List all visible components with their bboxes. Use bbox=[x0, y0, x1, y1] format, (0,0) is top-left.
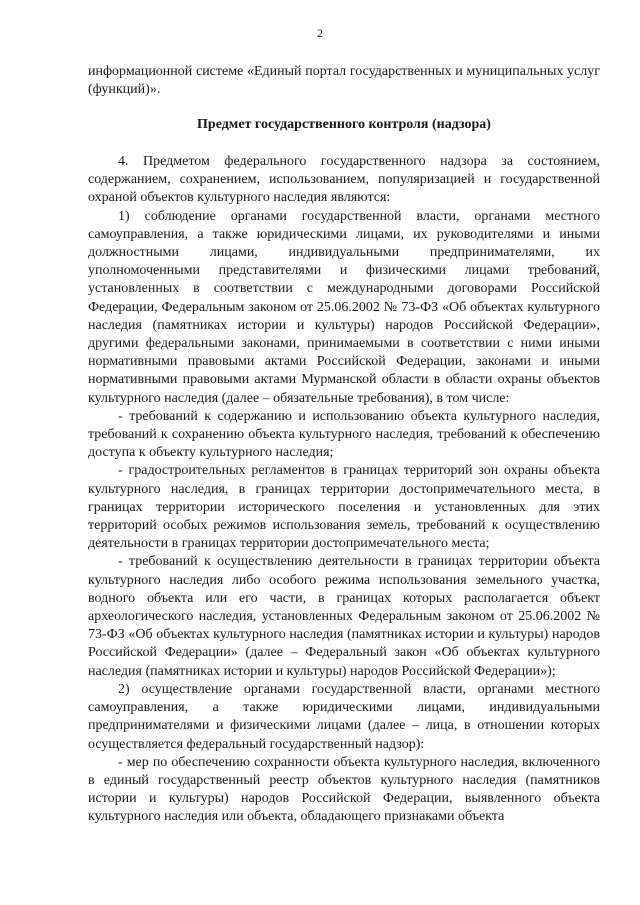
paragraph-item-1: 1) соблюдение органами государственной власти, органами местного самоуправления, а также юридическими лицами, их руководителями и иными должностными лицами, индивидуальными предпринимателями, их уполномоченными представителями и физическими лицами требований, установленных в соответствии с международными договорами Российской Федерации, Федеральным законом от 25.06.2002 № 73-ФЗ «Об объектах культурного наследия (памятниках истории и культуры) народов Российской Федерации», другими федеральными законами, принимаемыми в соответствии с ними иными нормативными правовыми актами Российской Федерации, законами и иными нормативными правовыми актами Мурманской области в области охраны объектов культурного наследия (далее – обязательные требования), в том числе: bbox=[88, 208, 600, 406]
paragraph-item-2: 2) осуществление органами государственной власти, органами местного самоуправления, а также юридическими лицами, индивидуальными предпринимателями и физическими лицами (далее – лица, в отношении которых осуществляется федеральный государственный надзор): bbox=[88, 681, 600, 752]
intro-text: информационной системе «Единый портал государственных и муниципальных услуг (функций)». bbox=[88, 64, 600, 98]
paragraph-subject: 4. Предметом федерального государственного надзора за состоянием, содержанием, сохранением, использованием, популяризацией и государственной охраной объектов культурного наследия являются: bbox=[88, 154, 600, 206]
paragraph-bullet-activity-requirements: - требований к осуществлению деятельности в границах территории объекта культурного наследия либо особого режима использования земельного участка, водного объекта или его части, в границах которых располагается объект археологического наследия, установленных Федеральным законом от 25.06.2002 № 73-ФЗ «Об объектах культурного наследия (памятниках истории и культуры) народов Российской Федерации» (далее – Федеральный закон «Об объектах культурного наследия (памятниках истории и культуры) народов Российской Федерации»); bbox=[88, 554, 600, 679]
page-number: 2 bbox=[317, 26, 323, 40]
section-heading: Предмет государственного контроля (надзора) bbox=[197, 117, 491, 132]
document-body bbox=[88, 153, 600, 827]
paragraph-bullet-urban-regulations: - градостроительных регламентов в границах территорий зон охраны объекта культурного наследия, в границах территории достопримечательного места, в границах территории исторического поселения и установленных для этих территорий особых режимов использования земель, требований к осуществлению деятельности в границах территории достопримечательного места; bbox=[88, 463, 600, 552]
paragraph-bullet-preservation-measures: - мер по обеспечению сохранности объекта культурного наследия, включенного в единый государственный реестр объектов культурного наследия (памятников истории и культуры) народов Российской Федерации, выявленного объекта культурного наследия или объекта, обладающего признаками объекта bbox=[88, 754, 600, 825]
paragraph-bullet-maintenance: - требований к содержанию и использованию объекта культурного наследия, требований к сохранению объекта культурного наследия, требований к обеспечению доступа к объекту культурного наследия; bbox=[88, 408, 600, 461]
